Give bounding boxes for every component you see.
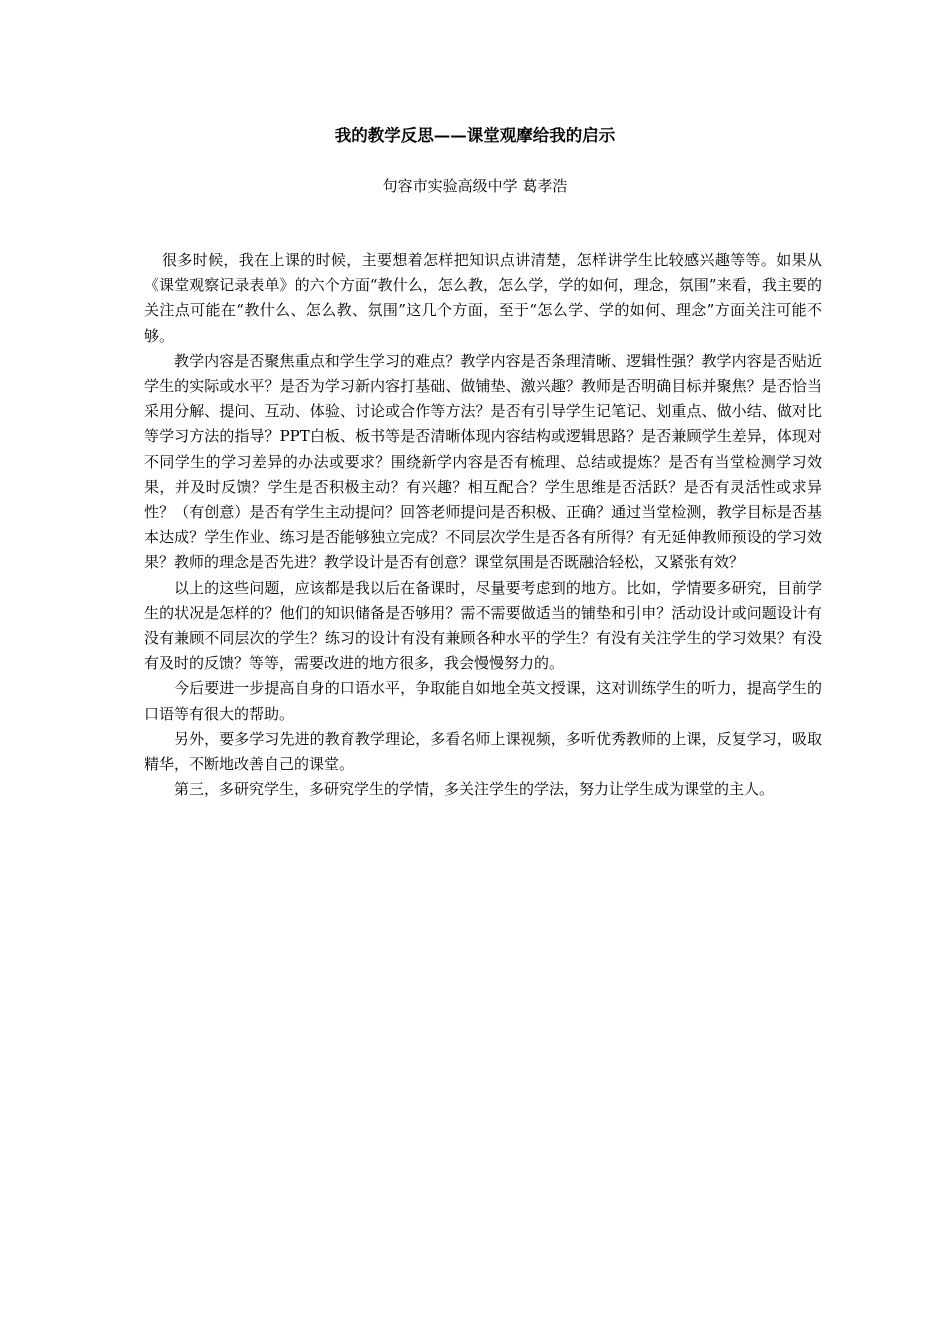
document-body [144,248,822,802]
paragraph-6: 第三，多研究学生，多研究学生的学情，多关注学生的学法，努力让学生成为课堂的主人。 [174,780,775,799]
document-title: 我的教学反思——课堂观摩给我的启示 [334,126,616,145]
paragraph-3: 以上的这些问题，应该都是我以后在备课时，尽量要考虑到的地方。比如，学情要多研究，目前学生的状况是怎样的？他们的知识储备是否够用？需不需要做适当的铺垫和引申？活动设计或问题设计有没有兼顾不同层次的学生？练习的设计有没有兼顾各种水平的学生？有没有关注学生的学习效果？有没有及时的反馈？等等，需要改进的地方很多，我会慢慢努力的。 [144,578,822,673]
paragraph-4: 今后要进一步提高自身的口语水平，争取能自如地全英文授课，这对训练学生的听力，提高学生的口语等有很大的帮助。 [144,679,822,723]
paragraph-5: 另外，要多学习先进的教育教学理论，多看名师上课视频，多听优秀教师的上课，反复学习，吸取精华，不断地改善自己的课堂。 [144,729,822,774]
paragraph-2: 教学内容是否聚焦重点和学生学习的难点？教学内容是否条理清晰、逻辑性强？教学内容是否贴近学生的实际或水平？是否为学习新内容打基础、做铺垫、激兴趣？教师是否明确目标并聚焦？是否恰当采用分解、提问、互动、体验、讨论或合作等方法？是否有引导学生记笔记、划重点、做小结、做对比等学习方法的指导？PPT白板、板书等是否清晰体现内容结构或逻辑思路？是否兼顾学生差异，体现对不同学生的学习差异的办法或要求？围绕新学内容是否有梳理、总结或提炼？是否有当堂检测学习效果，并及时反馈？学生是否积极主动？有兴趣？相互配合？学生思维是否活跃？是否有灵活性或求异性？（有创意）是否有学生主动提问？回答老师提问是否积极、正确？通过当堂检测，教学目标是否基本达成？学生作业、练习是否能够独立完成？不同层次学生是否各有所得？有无延伸教师预设的学习效果？教师的理念是否先进？教学设计是否有创意？课堂氛围是否既融洽轻松，又紧张有效？ [144,351,822,572]
paragraph-1: 很多时候，我在上课的时候，主要想着怎样把知识点讲清楚，怎样讲学生比较感兴趣等等。如果从《课堂观察记录表单》的六个方面“教什么，怎么教，怎么学，学的如何，理念，氛围”来看，我主要的关注点可能在“教什么、怎么教、氛围”这几个方面，至于“怎么学、学的如何、理念”方面关注可能不够。 [144,251,822,345]
document-author: 句容市实验高级中学 葛孝浩 [382,177,568,195]
